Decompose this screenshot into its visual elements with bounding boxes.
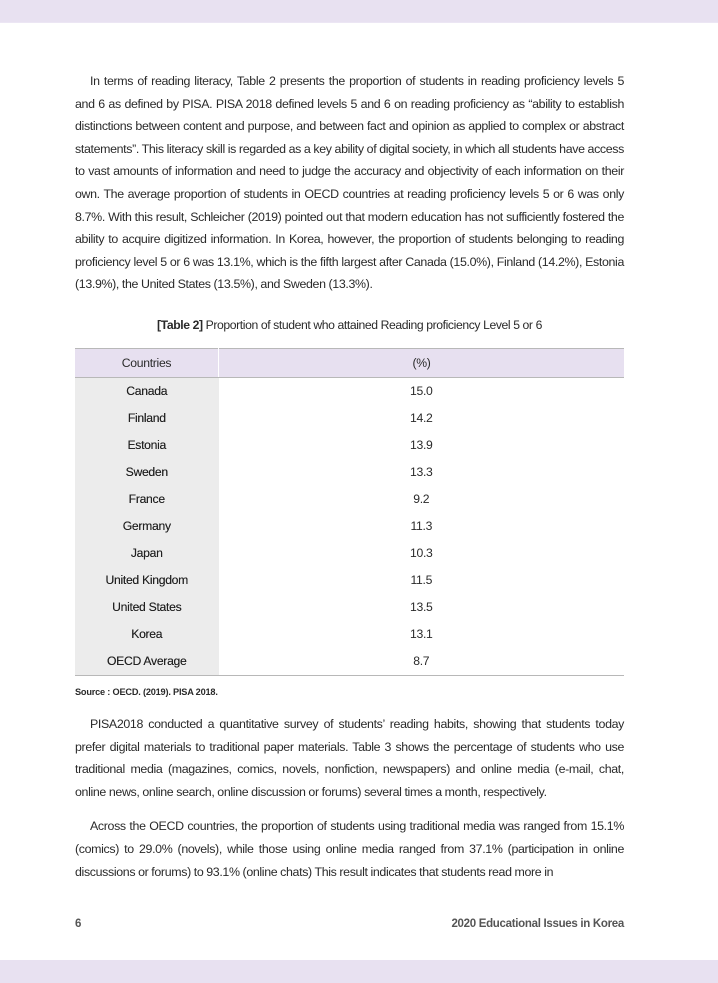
page-number: 6 xyxy=(75,918,82,930)
header-percent: (%) xyxy=(219,348,625,377)
country-cell: Germany xyxy=(75,513,219,540)
table-header-row xyxy=(75,348,624,377)
value-cell: 13.3 xyxy=(409,465,433,480)
page-content xyxy=(75,70,624,883)
table-caption-label: [Table 2] xyxy=(157,317,203,332)
country-cell: Canada xyxy=(75,377,219,405)
table-row xyxy=(75,567,624,594)
paragraph-2: PISA2018 conducted a quantitative survey of students’ reading habits, showing that students today prefer digital materials to traditional paper materials. Table 3 shows the percentage of students who use traditional media (magazines, comics, novels, nonfiction, newspapers) and online media (e-mail, chat, online news, online search, online discussion or forums) several times a month, respectively. xyxy=(75,716,624,799)
publication-title: 2020 Educational Issues in Korea xyxy=(451,918,624,930)
table-row xyxy=(75,621,624,648)
value-cell: 11.5 xyxy=(410,573,433,588)
country-cell: Estonia xyxy=(75,432,219,459)
country-cell: OECD Average xyxy=(75,648,219,676)
table-row xyxy=(75,594,624,621)
top-band xyxy=(0,0,718,23)
country-cell: United Kingdom xyxy=(75,567,219,594)
value-cell: 14.2 xyxy=(409,411,433,426)
table-row xyxy=(75,513,624,540)
value-cell: 13.1 xyxy=(409,627,433,642)
table-row xyxy=(75,459,624,486)
table-row xyxy=(75,432,624,459)
value-cell: 11.3 xyxy=(410,519,433,534)
bottom-band xyxy=(0,960,718,983)
country-cell: Korea xyxy=(75,621,219,648)
table-source: Source : OECD. (2019). PISA 2018. xyxy=(75,686,218,697)
country-cell: United States xyxy=(75,594,219,621)
table-row xyxy=(75,540,624,567)
proficiency-table xyxy=(75,348,624,676)
table-caption xyxy=(75,318,624,338)
table-row xyxy=(75,405,624,432)
paragraph-1: In terms of reading literacy, Table 2 presents the proportion of students in reading proficiency levels 5 and 6 as defined by PISA. PISA 2018 defined levels 5 and 6 on reading proficiency as “ability to establish distinctions between content and purpose, and between fact and opinion as applied to complex or abstract statements”. This literacy skill is regarded as a key ability of digital society, in which all students have access to vast amounts of information and need to judge the accuracy and objectivity of each information on their own. The average proportion of students in OECD countries at reading proficiency levels 5 or 6 was only 8.7%. With this result, Schleicher (2019) pointed out that modern education has not sufficiently fostered the ability to acquire digitized information. In Korea, however, the proportion of students belonging to reading proficiency level 5 or 6 was 13.1%, which is the fifth largest after Canada (15.0%), Finland (14.2%), Estonia (13.9%), the United States (13.5%), and Sweden (13.3%). xyxy=(75,74,624,292)
table-row xyxy=(75,486,624,513)
value-cell: 9.2 xyxy=(413,492,430,507)
value-cell: 13.5 xyxy=(409,600,433,615)
country-cell: Japan xyxy=(75,540,219,567)
table-row xyxy=(75,377,624,405)
paragraph-3: Across the OECD countries, the proportion of students using traditional media was ranged from 15.1% (comics) to 29.0% (novels), while those using online media ranged from 37.1% (participation in online discussions or forums) to 93.1% (online chats) This result indicates that students read more in xyxy=(75,819,624,879)
table-row xyxy=(75,648,624,676)
header-countries: Countries xyxy=(75,348,219,377)
table-caption-text: Proportion of student who attained Reading proficiency Level 5 or 6 xyxy=(202,317,542,332)
country-cell: Finland xyxy=(75,405,219,432)
value-cell: 8.7 xyxy=(219,648,625,676)
value-cell: 10.3 xyxy=(409,546,433,561)
country-cell: Sweden xyxy=(75,459,219,486)
value-cell: 15.0 xyxy=(409,384,433,399)
country-cell: France xyxy=(75,486,219,513)
value-cell: 13.9 xyxy=(409,438,433,453)
